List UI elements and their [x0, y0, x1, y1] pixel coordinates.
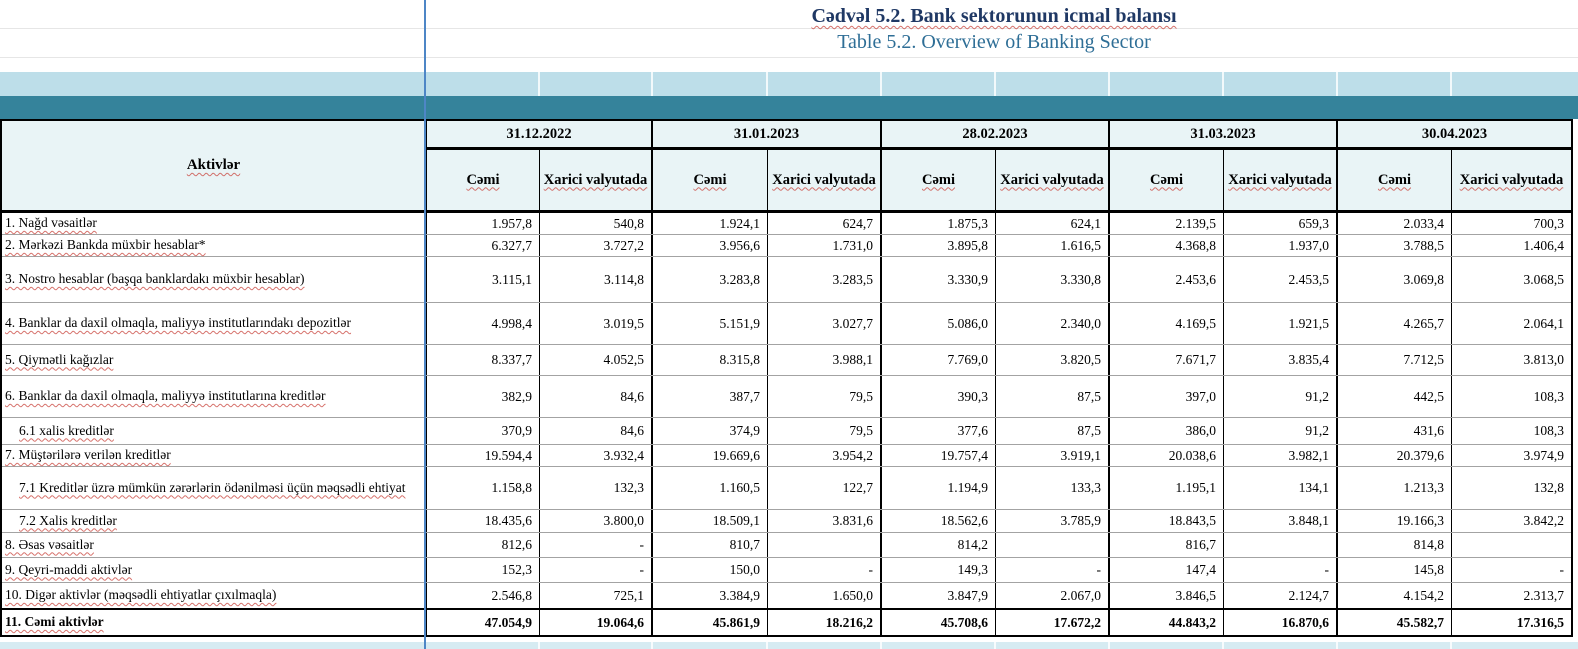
- subheader-foreign-cell[interactable]: [540, 150, 651, 210]
- row-label-cell[interactable]: [2, 257, 427, 302]
- value-cell[interactable]: 79,5: [768, 418, 882, 444]
- value-cell[interactable]: 7.712,5: [1338, 345, 1452, 375]
- value-cell[interactable]: 4.998,4: [427, 303, 540, 344]
- subheader-foreign-cell[interactable]: [768, 150, 880, 210]
- value-cell[interactable]: 1.650,0: [768, 583, 882, 608]
- value-cell[interactable]: 152,3: [427, 558, 540, 582]
- value-cell[interactable]: 3.283,8: [653, 257, 768, 302]
- value-cell[interactable]: 4.154,2: [1338, 583, 1452, 608]
- value-cell[interactable]: 2.453,6: [1110, 257, 1224, 302]
- value-cell[interactable]: 374,9: [653, 418, 768, 444]
- value-cell[interactable]: [768, 533, 882, 557]
- row-label-text: 6.1 xalis kreditlər: [19, 422, 114, 438]
- value-cell[interactable]: 133,3: [996, 467, 1110, 509]
- subheader-foreign-label: Xarici valyutada: [772, 171, 876, 188]
- table-row: [2, 466, 1571, 509]
- value-cell[interactable]: 812,6: [427, 533, 540, 557]
- value-cell[interactable]: 91,2: [1224, 418, 1338, 444]
- value-cell[interactable]: 540,8: [540, 213, 653, 234]
- value-cell[interactable]: 5.151,9: [653, 303, 768, 344]
- value-cell[interactable]: 442,5: [1338, 376, 1452, 417]
- value-cell[interactable]: [1224, 533, 1338, 557]
- subheader-foreign-label: Xarici valyutada: [1459, 171, 1564, 188]
- period-group: [1338, 121, 1571, 210]
- value-cell[interactable]: 16.870,6: [1224, 610, 1338, 635]
- row-label-text: 1. Nağd vəsaitlər: [5, 215, 97, 231]
- value-cell[interactable]: 3.982,1: [1224, 445, 1338, 466]
- subheader-total-cell[interactable]: [1110, 150, 1224, 210]
- value-cell[interactable]: 79,5: [768, 376, 882, 417]
- value-cell[interactable]: 2.064,1: [1523, 315, 1564, 331]
- value-cell[interactable]: 87,5: [996, 376, 1110, 417]
- row-label-cell[interactable]: [2, 345, 427, 375]
- value-cell[interactable]: 810,7: [653, 533, 768, 557]
- value-cell[interactable]: 3.835,4: [1224, 345, 1338, 375]
- value-cell[interactable]: -: [540, 533, 653, 557]
- band-cell-separator: [651, 72, 653, 96]
- value-cell[interactable]: 47.054,9: [427, 610, 540, 635]
- decor-band-light: [0, 72, 1578, 96]
- value-cell[interactable]: 3.384,9: [653, 583, 768, 608]
- value-cell[interactable]: 108,3: [1533, 388, 1564, 404]
- row-label-cell[interactable]: [2, 510, 427, 532]
- value-cell[interactable]: 150,0: [653, 558, 768, 582]
- value-cell[interactable]: 3.114,8: [540, 257, 653, 302]
- value-cell[interactable]: 624,1: [996, 213, 1110, 234]
- value-cell[interactable]: 3.820,5: [996, 345, 1110, 375]
- balance-table: [0, 119, 1573, 637]
- value-cell[interactable]: 3.027,7: [768, 303, 882, 344]
- subheader-total-cell[interactable]: [882, 150, 996, 210]
- value-cell[interactable]: 145,8: [1338, 558, 1452, 582]
- value-cell[interactable]: 45.861,9: [653, 610, 768, 635]
- period-header-cell[interactable]: 28.02.2023: [882, 121, 1108, 150]
- table-body: [2, 213, 1571, 635]
- value-cell[interactable]: 3.800,0: [540, 510, 653, 532]
- title-block: [420, 3, 1568, 56]
- value-cell[interactable]: 8.337,7: [427, 345, 540, 375]
- value-cell[interactable]: 1.875,3: [882, 213, 996, 234]
- value-cell[interactable]: 2.124,7: [1224, 583, 1338, 608]
- value-cell[interactable]: 3.831,6: [768, 510, 882, 532]
- value-cell[interactable]: 3.956,6: [653, 235, 768, 256]
- value-cell[interactable]: 1.213,3: [1338, 467, 1452, 509]
- period-group: [882, 121, 1110, 210]
- value-cell[interactable]: 382,9: [427, 376, 540, 417]
- row-label-cell[interactable]: [2, 610, 427, 635]
- band-cell-separator: [994, 642, 996, 649]
- table-row: [2, 557, 1571, 582]
- table-row: [2, 234, 1571, 256]
- value-cell[interactable]: 122,7: [768, 467, 882, 509]
- value-cell[interactable]: 18.216,2: [768, 610, 882, 635]
- value-cell[interactable]: 2.340,0: [996, 303, 1110, 344]
- value-cell[interactable]: 3.330,8: [996, 257, 1110, 302]
- value-cell[interactable]: 108,3: [1533, 423, 1564, 438]
- row-label-text: 11. Cəmi aktivlər: [5, 614, 104, 630]
- period-group: [653, 121, 882, 210]
- value-cell[interactable]: 5.086,0: [882, 303, 996, 344]
- row-label-text: 5. Qiymətli kağızlar: [5, 351, 114, 367]
- band-cell-separator: [1450, 72, 1452, 96]
- row-label-text: 2. Mərkəzi Bankda müxbir hesablar*: [5, 237, 206, 253]
- value-cell[interactable]: 84,6: [540, 418, 653, 444]
- value-cell[interactable]: 659,3: [1224, 213, 1338, 234]
- row-label-text: 6. Banklar da daxil olmaqla, maliyyə institutlarına kreditlər: [5, 388, 326, 404]
- value-cell[interactable]: 1.937,0: [1224, 235, 1338, 256]
- value-cell[interactable]: 725,1: [540, 583, 653, 608]
- band-cell-separator: [1222, 72, 1224, 96]
- value-cell[interactable]: 19.064,6: [540, 610, 653, 635]
- value-cell[interactable]: 132,8: [1533, 480, 1564, 495]
- table-header: [2, 121, 1571, 213]
- value-cell[interactable]: 3.283,5: [768, 257, 882, 302]
- period-header-cell[interactable]: 30.04.2023: [1338, 121, 1571, 150]
- value-cell[interactable]: 18.509,1: [653, 510, 768, 532]
- band-cell-separator: [538, 642, 540, 649]
- row-label-text: 7.2 Xalis kreditlər: [19, 512, 117, 528]
- row-label-text: 3. Nostro hesablar (başqa banklardakı müxbir hesablar): [5, 271, 305, 287]
- value-cell[interactable]: 17.672,2: [996, 610, 1110, 635]
- value-cell[interactable]: 2.313,7: [1523, 587, 1564, 603]
- value-cell[interactable]: 4.368,8: [1110, 235, 1224, 256]
- value-cell[interactable]: 3.932,4: [540, 445, 653, 466]
- value-cell[interactable]: 87,5: [996, 418, 1110, 444]
- value-cell[interactable]: 1.158,8: [427, 467, 540, 509]
- value-cell[interactable]: 3.115,1: [427, 257, 540, 302]
- row-label-text: 8. Əsas vəsaitlər: [5, 536, 94, 552]
- band-cell-separator: [766, 642, 768, 649]
- band-cell-separator: [1336, 72, 1338, 96]
- table-row: [2, 509, 1571, 532]
- table-row: [2, 608, 1571, 635]
- value-cell[interactable]: 814,2: [882, 533, 996, 557]
- value-cell[interactable]: 149,3: [882, 558, 996, 582]
- value-cell[interactable]: 134,1: [1224, 467, 1338, 509]
- value-cell[interactable]: 19.594,4: [427, 445, 540, 466]
- value-cell[interactable]: 8.315,8: [653, 345, 768, 375]
- row-label-text: 4. Banklar da daxil olmaqla, maliyyə institutlarındakı depozitlər: [5, 315, 352, 331]
- row-label-cell[interactable]: [2, 558, 427, 582]
- period-group: [427, 121, 653, 210]
- subheader-total-cell[interactable]: [1338, 150, 1452, 210]
- row-label-text: 7. Müştərilərə verilən kreditlər: [5, 447, 171, 463]
- freeze-pane-divider[interactable]: [424, 0, 426, 649]
- table-row: [2, 417, 1571, 444]
- row-label-text: 10. Digər aktivlər (məqsədli ehtiyatlar çıxılmaqla): [5, 587, 277, 603]
- value-cell[interactable]: 1.616,5: [996, 235, 1110, 256]
- value-cell[interactable]: 20.379,6: [1338, 445, 1452, 466]
- band-cell-separator: [766, 72, 768, 96]
- value-cell[interactable]: 18.435,6: [427, 510, 540, 532]
- value-cell[interactable]: 3.919,1: [996, 445, 1110, 466]
- row-label-cell[interactable]: [2, 303, 427, 344]
- value-cell[interactable]: 19.669,6: [653, 445, 768, 466]
- row-label-cell[interactable]: [2, 445, 427, 466]
- period-header-cell[interactable]: 31.03.2023: [1110, 121, 1336, 150]
- value-cell[interactable]: 91,2: [1224, 376, 1338, 417]
- value-cell[interactable]: 3.988,1: [768, 345, 882, 375]
- row-label-cell[interactable]: [2, 213, 427, 234]
- period-header-cell[interactable]: 31.01.2023: [653, 121, 880, 150]
- value-cell[interactable]: 1.957,8: [427, 213, 540, 234]
- value-cell[interactable]: 3.847,9: [882, 583, 996, 608]
- value-cell[interactable]: -: [1224, 558, 1338, 582]
- value-cell[interactable]: 7.671,7: [1110, 345, 1224, 375]
- value-cell[interactable]: 45.582,7: [1338, 610, 1452, 635]
- value-cell[interactable]: 18.843,5: [1110, 510, 1224, 532]
- value-cell[interactable]: 19.757,4: [882, 445, 996, 466]
- subheader-foreign-label: Xarici valyutada: [1228, 171, 1332, 188]
- value-cell[interactable]: 4.265,7: [1338, 303, 1452, 344]
- value-cell[interactable]: 3.330,9: [882, 257, 996, 302]
- value-cell[interactable]: 386,0: [1110, 418, 1224, 444]
- value-cell[interactable]: 387,7: [653, 376, 768, 417]
- value-cell[interactable]: 3.895,8: [882, 235, 996, 256]
- subheader-total-label: Cəmi: [1377, 171, 1411, 188]
- value-cell[interactable]: 17.316,5: [1516, 614, 1564, 630]
- value-cell[interactable]: 3.019,5: [540, 303, 653, 344]
- value-cell[interactable]: 1.160,5: [653, 467, 768, 509]
- value-cell[interactable]: 4.052,5: [540, 345, 653, 375]
- value-cell[interactable]: 3.068,5: [1523, 271, 1564, 287]
- value-cell[interactable]: 431,6: [1338, 418, 1452, 444]
- decor-band-bottom: [0, 642, 1578, 649]
- value-cell[interactable]: 45.708,6: [882, 610, 996, 635]
- corner-header-label: Aktivlər: [186, 157, 241, 173]
- value-cell[interactable]: 2.139,5: [1110, 213, 1224, 234]
- value-cell[interactable]: 3.954,2: [768, 445, 882, 466]
- value-cell[interactable]: 4.169,5: [1110, 303, 1224, 344]
- band-cell-separator: [651, 642, 653, 649]
- corner-header-cell[interactable]: [2, 121, 427, 210]
- value-cell[interactable]: 3.846,5: [1110, 583, 1224, 608]
- table-title-az: Cədvəl 5.2. Bank sektorunun icmal balansı: [811, 5, 1177, 27]
- band-cell-separator: [1108, 72, 1110, 96]
- value-cell[interactable]: 814,8: [1338, 533, 1452, 557]
- value-cell[interactable]: -: [996, 558, 1110, 582]
- value-cell[interactable]: [1452, 533, 1571, 557]
- value-cell[interactable]: [996, 533, 1110, 557]
- value-cell[interactable]: 377,6: [882, 418, 996, 444]
- band-cell-separator: [880, 72, 882, 96]
- row-label-cell[interactable]: [2, 533, 427, 557]
- value-cell[interactable]: 3.842,2: [1523, 513, 1564, 528]
- value-cell[interactable]: 3.069,8: [1338, 257, 1452, 302]
- value-cell[interactable]: 1.406,4: [1523, 237, 1564, 253]
- value-cell[interactable]: 6.327,7: [427, 235, 540, 256]
- value-cell[interactable]: -: [1559, 562, 1564, 577]
- band-cell-separator: [538, 72, 540, 96]
- value-cell[interactable]: 1.731,0: [768, 235, 882, 256]
- subheader-total-cell[interactable]: [427, 150, 540, 210]
- row-label-cell[interactable]: [2, 376, 427, 417]
- table-row: [2, 302, 1571, 344]
- value-cell[interactable]: -: [768, 558, 882, 582]
- row-label-text: 9. Qeyri-maddi aktivlər: [5, 561, 133, 577]
- value-cell[interactable]: 624,7: [768, 213, 882, 234]
- row-label-cell[interactable]: [2, 583, 427, 608]
- value-cell[interactable]: 44.843,2: [1110, 610, 1224, 635]
- value-cell[interactable]: 3.785,9: [996, 510, 1110, 532]
- value-cell[interactable]: 3.974,9: [1523, 447, 1564, 463]
- value-cell[interactable]: 3.788,5: [1338, 235, 1452, 256]
- row-label-cell[interactable]: [2, 467, 427, 509]
- table-row: [2, 532, 1571, 557]
- subheader-total-label: Cəmi: [693, 171, 727, 188]
- value-cell[interactable]: 1.195,1: [1110, 467, 1224, 509]
- table-row: [2, 213, 1571, 234]
- subheader-total-label: Cəmi: [1149, 171, 1183, 188]
- subheader-foreign-cell[interactable]: [1452, 150, 1571, 210]
- value-cell[interactable]: 2.033,4: [1338, 213, 1452, 234]
- row-label-cell[interactable]: [2, 235, 427, 256]
- value-cell[interactable]: 397,0: [1110, 376, 1224, 417]
- row-label-text: 7.1 Kreditlər üzrə mümkün zərərlərin ödənilməsi üçün məqsədli ehtiyat: [19, 479, 406, 495]
- value-cell[interactable]: 2.546,8: [427, 583, 540, 608]
- table-title-en: Table 5.2. Overview of Banking Sector: [837, 31, 1151, 53]
- value-cell[interactable]: 370,9: [427, 418, 540, 444]
- subheader-foreign-cell[interactable]: [1224, 150, 1336, 210]
- table-row: [2, 256, 1571, 302]
- value-cell[interactable]: 816,7: [1110, 533, 1224, 557]
- subheader-total-label: Cəmi: [466, 171, 500, 188]
- band-cell-separator: [1450, 642, 1452, 649]
- table-row: [2, 375, 1571, 417]
- value-cell[interactable]: 19.166,3: [1338, 510, 1452, 532]
- value-cell[interactable]: -: [540, 558, 653, 582]
- value-cell[interactable]: 132,3: [540, 467, 653, 509]
- value-cell[interactable]: 1.924,1: [653, 213, 768, 234]
- value-cell[interactable]: 7.769,0: [882, 345, 996, 375]
- band-cell-separator: [994, 72, 996, 96]
- row-label-cell[interactable]: [2, 418, 427, 444]
- subheader-foreign-label: Xarici valyutada: [543, 171, 648, 188]
- gridline: [0, 57, 1578, 58]
- value-cell[interactable]: 3.813,0: [1523, 352, 1564, 367]
- value-cell[interactable]: 147,4: [1110, 558, 1224, 582]
- value-cell[interactable]: 84,6: [540, 376, 653, 417]
- table-row: [2, 582, 1571, 608]
- value-cell[interactable]: 1.194,9: [882, 467, 996, 509]
- subheader-foreign-label: Xarici valyutada: [1000, 171, 1104, 188]
- decor-band-teal: [0, 96, 1578, 119]
- band-cell-separator: [880, 642, 882, 649]
- value-cell[interactable]: 2.453,5: [1224, 257, 1338, 302]
- value-cell[interactable]: 390,3: [882, 376, 996, 417]
- value-cell[interactable]: 20.038,6: [1110, 445, 1224, 466]
- subheader-foreign-cell[interactable]: [996, 150, 1108, 210]
- value-cell[interactable]: 18.562,6: [882, 510, 996, 532]
- band-cell-separator: [1222, 642, 1224, 649]
- table-row: [2, 344, 1571, 375]
- table-row: [2, 444, 1571, 466]
- value-cell[interactable]: 3.848,1: [1224, 510, 1338, 532]
- band-cell-separator: [1108, 642, 1110, 649]
- value-cell[interactable]: 2.067,0: [996, 583, 1110, 608]
- period-header-cell[interactable]: 31.12.2022: [427, 121, 651, 150]
- value-cell[interactable]: 3.727,2: [540, 235, 653, 256]
- subheader-total-cell[interactable]: [653, 150, 768, 210]
- band-cell-separator: [1336, 642, 1338, 649]
- value-cell[interactable]: 700,3: [1533, 215, 1564, 231]
- period-group: [1110, 121, 1338, 210]
- subheader-total-label: Cəmi: [921, 171, 955, 188]
- value-cell[interactable]: 1.921,5: [1224, 303, 1338, 344]
